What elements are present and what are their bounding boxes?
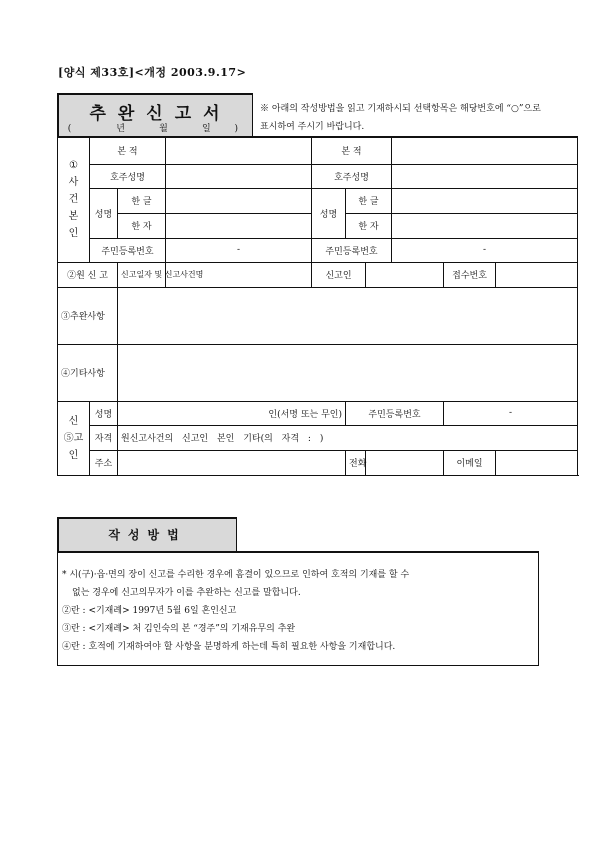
form-title: 추완신고서 [89, 104, 232, 124]
method-line: * 시(구)·읍·면의 장이 신고를 수리한 경우에 흠결이 있으므로 인하여 호적의 기재를 할 수 [62, 570, 410, 580]
method-panel [57, 551, 539, 666]
report-form-table [57, 136, 578, 476]
address-field[interactable] [118, 450, 346, 475]
date-year: 년 [116, 124, 125, 134]
right-rrn-label: 주민등록번호 [312, 238, 392, 262]
instruction-note: ※ 아래의 작성방법을 읽고 기재하시되 선택항목은 해당번호에 “○”으로 표시하여 주시기 바랍니다. [260, 104, 541, 132]
section3-label: ③추완사항 [58, 287, 118, 344]
left-hoju-field[interactable] [166, 164, 312, 188]
right-hangul-label: 한 글 [346, 188, 392, 213]
left-hangul-field[interactable] [166, 188, 312, 213]
section1-label: ① 사 건 본 인 [58, 137, 90, 262]
reporter-field[interactable] [366, 262, 444, 287]
right-hoju-label: 호주성명 [312, 164, 392, 188]
report-date-name-label: 신고일자 및 신고사건명 [118, 262, 166, 287]
left-rrn-field[interactable]: - [166, 238, 312, 262]
right-hangul-field[interactable] [392, 188, 578, 213]
right-bonjeok-label: 본 적 [312, 137, 392, 164]
left-hanja-label: 한 자 [118, 213, 166, 238]
date-close: ) [234, 124, 238, 134]
section4-field[interactable] [118, 344, 578, 401]
right-bonjeok-field[interactable] [392, 137, 578, 164]
title-date [59, 121, 252, 134]
right-name-label: 성명 [312, 188, 346, 238]
receipt-field[interactable] [496, 262, 578, 287]
phone-label: 전화 [346, 450, 366, 475]
left-name-label: 성명 [90, 188, 118, 238]
receipt-label: 접수번호 [444, 262, 496, 287]
left-hangul-label: 한 글 [118, 188, 166, 213]
reporter-label: 신고인 [312, 262, 366, 287]
applicant-name-label: 성명 [90, 401, 118, 425]
applicant-rrn-label: 주민등록번호 [346, 401, 444, 425]
section4-label: ④기타사항 [58, 344, 118, 401]
right-rrn-field[interactable]: - [392, 238, 578, 262]
right-hanja-label: 한 자 [346, 213, 392, 238]
qualification-options[interactable]: 원신고사건의 신고인 본인 기타(의 자격 : ) [118, 425, 578, 450]
left-hoju-label: 호주성명 [90, 164, 166, 188]
date-day: 일 [202, 124, 211, 134]
email-field[interactable] [496, 450, 578, 475]
left-bonjeok-field[interactable] [166, 137, 312, 164]
left-bonjeok-label: 본 적 [90, 137, 166, 164]
applicant-name-field[interactable]: 인(서명 또는 무인) [118, 401, 346, 425]
right-hanja-field[interactable] [392, 213, 578, 238]
applicant-rrn-field[interactable]: - [444, 401, 578, 425]
section5-label: 신 ⑤고 인 [58, 401, 90, 475]
date-month: 월 [159, 124, 168, 134]
date-open: ( [67, 124, 72, 134]
address-label: 주소 [90, 450, 118, 475]
left-rrn-label: 주민등록번호 [90, 238, 166, 262]
email-label: 이메일 [444, 450, 496, 475]
section2-label: ②원 신 고 [58, 262, 118, 287]
method-line: ④란 : 호적에 기재하여야 할 사항을 분명하게 하는데 특히 필요한 사항을 기재합니다. [62, 642, 396, 652]
method-line: 없는 경우에 신고의무자가 이를 추완하는 신고를 말합니다. [72, 588, 301, 598]
form-number: [양식 제33호]<개정 2003.9.17> [58, 66, 247, 79]
right-hoju-field[interactable] [392, 164, 578, 188]
section3-field[interactable] [118, 287, 578, 344]
phone-field[interactable] [366, 450, 444, 475]
method-line: ③란 : <기재례> 처 김인숙의 본 “경주”의 기재유무의 추완 [62, 624, 296, 634]
method-title: 작성방법 [57, 517, 237, 551]
title-box [57, 93, 253, 136]
qualification-label: 자격 [90, 425, 118, 450]
method-line: ②란 : <기재례> 1997년 5월 6일 혼인신고 [62, 606, 237, 616]
left-hanja-field[interactable] [166, 213, 312, 238]
